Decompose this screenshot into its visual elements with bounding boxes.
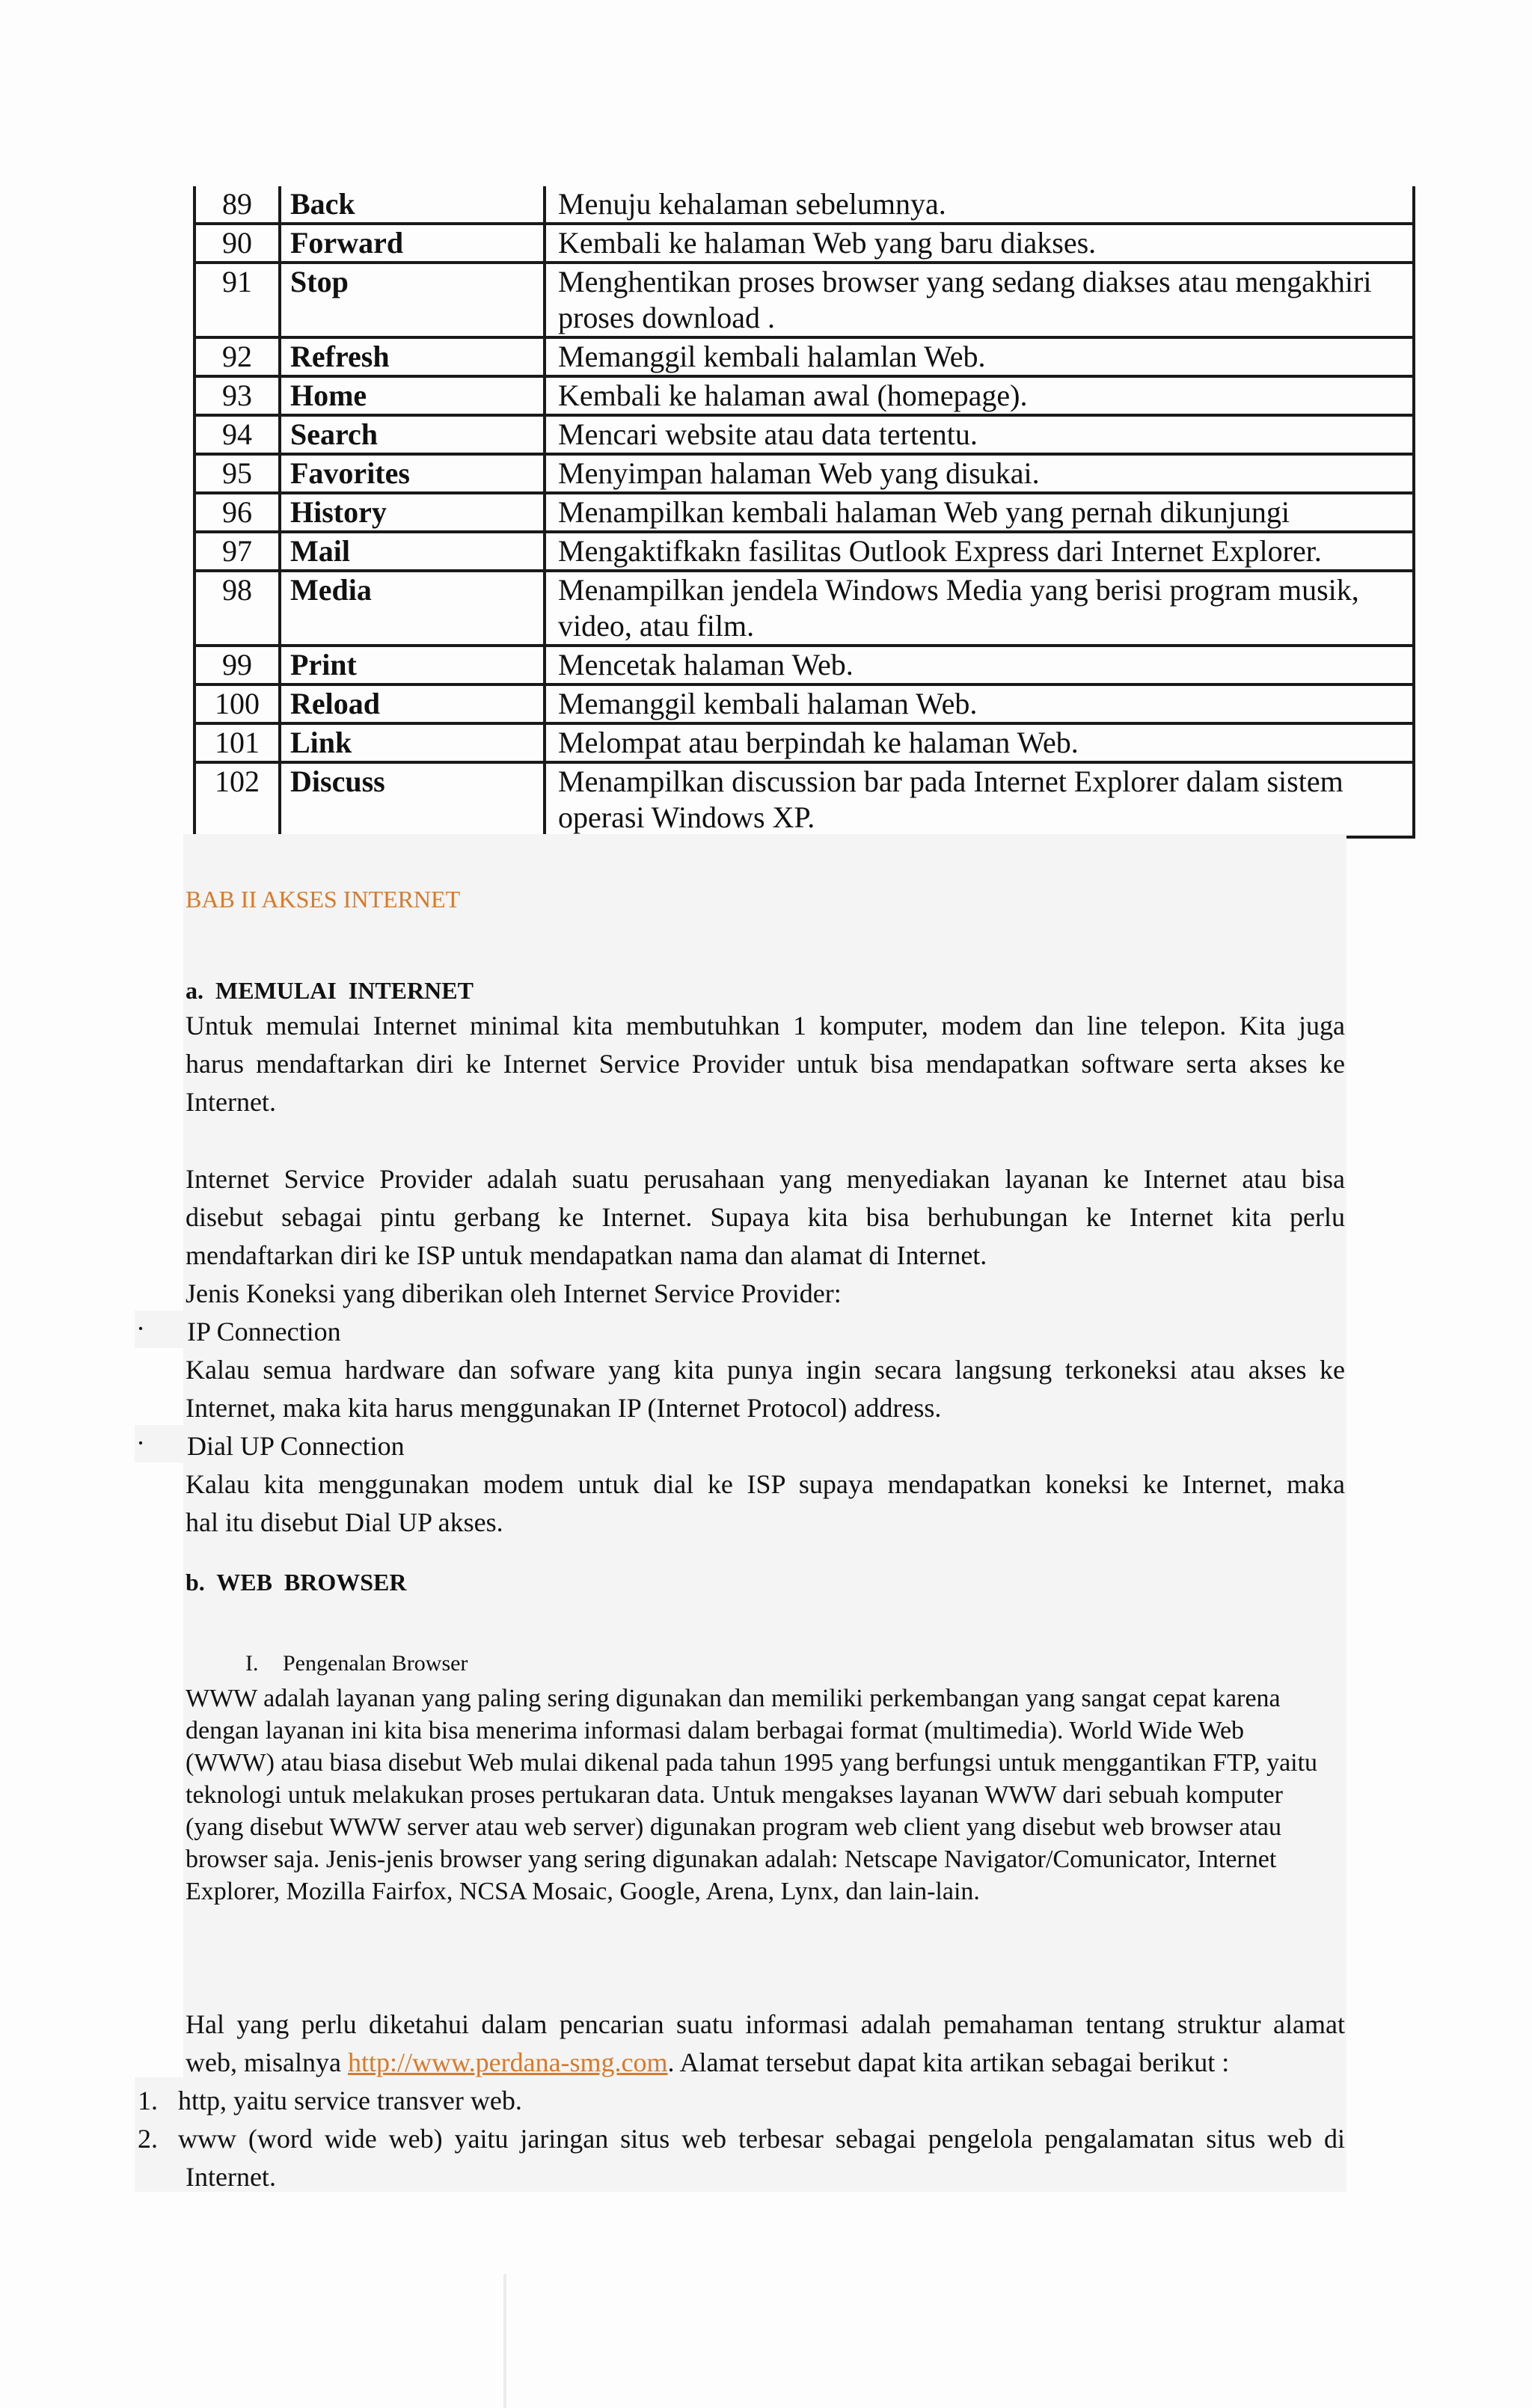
paragraph-line [186,2044,1229,2082]
cell-description: Menampilkan kembali halaman Web yang pernah dikunjungi [545,493,1414,532]
cell-command: Forward [280,224,545,263]
chapter-title: BAB II AKSES INTERNET [186,886,461,913]
cell-number: 94 [194,415,280,454]
bullet-title-dialup: Dial UP Connection [187,1431,405,1461]
cell-description: Menghentikan proses browser yang sedang diakses atau mengakhiri proses download . [545,263,1414,337]
bullet-dot: · [136,1428,145,1458]
cell-command: Search [280,415,545,454]
perdana-link[interactable]: http://www.perdana-smg.com [347,2047,668,2077]
cell-description: Menampilkan jendela Windows Media yang berisi program musik, video, atau film. [545,571,1414,646]
text-segment: . Alamat tersebut dapat kita artikan sebagai berikut : [667,2047,1230,2077]
cell-description: Menyimpan halaman Web yang disukai. [545,454,1414,493]
section-a-heading: a. MEMULAI INTERNET [186,977,474,1004]
cell-command: Home [280,376,545,415]
list-number: 2. [138,2124,158,2154]
paragraph-line: Hal yang perlu diketahui dalam pencarian suatu informasi adalah pemahaman tentang struktur alamat [186,2009,1345,2039]
paragraph-line: disebut sebagai pintu gerbang ke Internet. Supaya kita bisa berhubungan ke Internet kita perlu [186,1202,1345,1232]
cell-number: 98 [194,571,280,646]
cell-number: 96 [194,493,280,532]
cell-command: Mail [280,532,545,571]
paragraph-line: hal itu disebut Dial UP akses. [186,1507,503,1537]
cell-number: 99 [194,646,280,684]
cell-number: 95 [194,454,280,493]
paragraph-line: Kalau semua hardware dan sofware yang kita punya ingin secara langsung terkoneksi atau akses ke [186,1355,1345,1385]
table-row [194,493,1414,532]
text-segment: web, misalnya [186,2047,348,2077]
table-row [194,723,1414,762]
bullet-dot: · [136,1314,145,1344]
table-row [194,337,1414,376]
bullet-title-ip: IP Connection [187,1317,341,1347]
cell-description: Mencetak halaman Web. [545,646,1414,684]
list-number: 1. [138,2086,158,2116]
table-row [194,224,1414,263]
cell-number: 101 [194,723,280,762]
cell-description: Memanggil kembali halamlan Web. [545,337,1414,376]
cell-command: Stop [280,263,545,337]
cell-command: Link [280,723,545,762]
table-row [194,415,1414,454]
table-row [194,454,1414,493]
cell-description: Mencari website atau data tertentu. [545,415,1414,454]
cell-command: History [280,493,545,532]
list-item: www (word wide web) yaitu jaringan situs web terbesar sebagai pengelola pengalamatan situs web di [178,2124,1345,2154]
table-row [194,762,1414,837]
table-row [194,684,1414,723]
cell-number: 90 [194,224,280,263]
cell-command: Print [280,646,545,684]
cell-command: Discuss [280,762,545,837]
subsection-number: I. [245,1651,259,1676]
cell-description: Menuju kehalaman sebelumnya. [545,186,1414,224]
table-row [194,646,1414,684]
table-row [194,263,1414,337]
cell-number: 102 [194,762,280,837]
table-row [194,186,1414,224]
cell-number: 92 [194,337,280,376]
www-paragraph: WWW adalah layanan yang paling sering digunakan dan memiliki perkembangan yang sangat cepat karena dengan layanan ini kita bisa menerima informasi dalam berbagai format (multimedia). World Wide Web (WWW) atau biasa disebut Web mulai dikenal pada tahun 1995 yang berfungsi untuk menggantikan FTP, yaitu teknologi untuk melakukan proses pertukaran data. Untuk mengakses layanan WWW dari sebuah komputer (yang disebut WWW server atau web server) digunakan program web client yang disebut web browser atau browser saja. Jenis-jenis browser yang sering digunakan adalah: Netscape Navigator/Comunicator, Internet Explorer, Mozilla Fairfox, NCSA Mosaic, Google, Arena, Lynx, dan lain-lain. [186,1685,1318,1905]
cell-number: 89 [194,186,280,224]
cell-description: Mengaktifkakn fasilitas Outlook Express dari Internet Explorer. [545,532,1414,571]
table-row [194,376,1414,415]
table-row [194,571,1414,646]
cell-description: Menampilkan discussion bar pada Internet Explorer dalam sistem operasi Windows XP. [545,762,1414,837]
page-divider [503,2274,506,2408]
cell-number: 91 [194,263,280,337]
cell-number: 97 [194,532,280,571]
subsection-title: Pengenalan Browser [283,1651,468,1676]
command-table [193,186,1415,839]
cell-command: Favorites [280,454,545,493]
paragraph-line: Internet. [186,1087,276,1117]
cell-description: Kembali ke halaman Web yang baru diakses. [545,224,1414,263]
paragraph-line: harus mendaftarkan diri ke Internet Service Provider untuk bisa mendapatkan software serta akses ke [186,1049,1345,1079]
paragraph-line: Untuk memulai Internet minimal kita membutuhkan 1 komputer, modem dan line telepon. Kita juga [186,1011,1345,1041]
cell-command: Refresh [280,337,545,376]
cell-number: 100 [194,684,280,723]
cell-command: Back [280,186,545,224]
cell-command: Media [280,571,545,646]
cell-description: Memanggil kembali halaman Web. [545,684,1414,723]
paragraph-line: Internet, maka kita harus menggunakan IP (Internet Protocol) address. [186,1393,942,1423]
section-b-heading: b. WEB BROWSER [186,1569,407,1596]
cell-description: Kembali ke halaman awal (homepage). [545,376,1414,415]
paragraph-line: mendaftarkan diri ke ISP untuk mendapatkan nama dan alamat di Internet. [186,1240,987,1270]
cell-number: 93 [194,376,280,415]
table-row [194,532,1414,571]
list-item-continuation: Internet. [186,2162,276,2192]
paragraph-line: Jenis Koneksi yang diberikan oleh Internet Service Provider: [186,1278,842,1308]
paragraph-line: Kalau kita menggunakan modem untuk dial ke ISP supaya mendapatkan koneksi ke Internet, maka [186,1469,1345,1499]
cell-description: Melompat atau berpindah ke halaman Web. [545,723,1414,762]
paragraph-line: Internet Service Provider adalah suatu perusahaan yang menyediakan layanan ke Internet atau bisa [186,1164,1345,1194]
list-item: http, yaitu service transver web. [178,2086,522,2116]
cell-command: Reload [280,684,545,723]
